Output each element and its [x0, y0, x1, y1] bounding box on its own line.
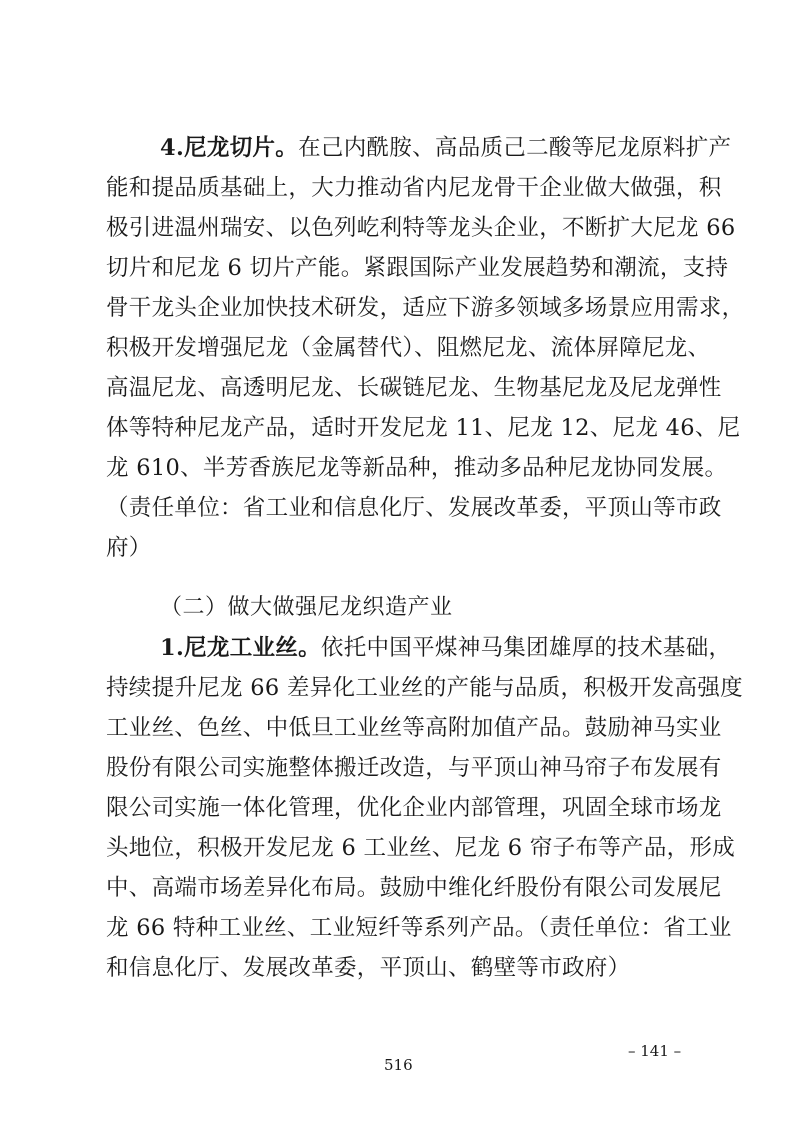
paragraph-2-line-3: 工业丝、色丝、中低旦工业丝等高附加值产品。鼓励神马实业 — [106, 715, 722, 741]
paragraph-1-line-10: （责任单位：省工业和信息化厅、发展改革委，平顶山等市政 — [106, 495, 722, 521]
section-heading: （二）做大做强尼龙织造产业 — [160, 595, 453, 620]
paragraph-1-line-6: 积极开发增强尼龙（金属替代）、阻燃尼龙、流体屏障尼龙、 — [106, 335, 711, 361]
paragraph-1-line-11: 府） — [106, 535, 152, 561]
paragraph-1-line-5: 骨干龙头企业加快技术研发，适应下游多领域多场景应用需求， — [106, 295, 745, 321]
paragraph-2-line-1 — [160, 633, 732, 663]
paragraph-2-line-8: 龙 66 特种工业丝、工业短纤等系列产品。（责任单位：省工业 — [106, 915, 732, 941]
paragraph-1-line-4: 切片和尼龙 6 切片产能。紧跟国际产业发展趋势和潮流，支持 — [106, 255, 729, 281]
paragraph-2-line-7: 中、高端市场差异化布局。鼓励中维化纤股份有限公司发展尼 — [106, 875, 722, 901]
paragraph-1-line-9: 龙 610、半芳香族尼龙等新品种，推动多品种尼龙协同发展。 — [106, 455, 728, 481]
paragraph-1-line-3: 极引进温州瑞安、以色列屹利特等龙头企业，不断扩大尼龙 66 — [106, 215, 736, 241]
page-number-center: 516 — [384, 1056, 413, 1074]
paragraph-1-line-8: 体等特种尼龙产品，适时开发尼龙 11、尼龙 12、尼龙 46、尼 — [106, 415, 741, 441]
paragraph-1-text: 在己内酰胺、高品质己二酸等尼龙原料扩产 — [298, 135, 732, 161]
paragraph-2-line-9: 和信息化厅、发展改革委，平顶山、鹤壁等市政府） — [106, 955, 631, 981]
paragraph-1-lead: 4.尼龙切片。 — [160, 135, 299, 161]
paragraph-2-text: 依托中国平煤神马集团雄厚的技术基础， — [320, 635, 732, 661]
paragraph-1-line-2: 能和提品质基础上，大力推动省内尼龙骨干企业做大做强，积 — [106, 175, 722, 201]
paragraph-1-line-7: 高温尼龙、高透明尼龙、长碳链尼龙、生物基尼龙及尼龙弹性 — [106, 375, 722, 401]
paragraph-2-line-2: 持续提升尼龙 66 差异化工业丝的产能与品质，积极开发高强度 — [106, 675, 743, 701]
page-number-right: – 141 – — [628, 1042, 682, 1060]
paragraph-2-lead: 1.尼龙工业丝。 — [160, 635, 321, 661]
paragraph-2-line-4: 股份有限公司实施整体搬迁改造，与平顶山神马帘子布发展有 — [106, 755, 722, 781]
paragraph-2-line-5: 限公司实施一体化管理，优化企业内部管理，巩固全球市场龙 — [106, 795, 722, 821]
paragraph-2-line-6: 头地位，积极开发尼龙 6 工业丝、尼龙 6 帘子布等产品，形成 — [106, 835, 736, 861]
paragraph-1-line-1 — [160, 133, 732, 163]
